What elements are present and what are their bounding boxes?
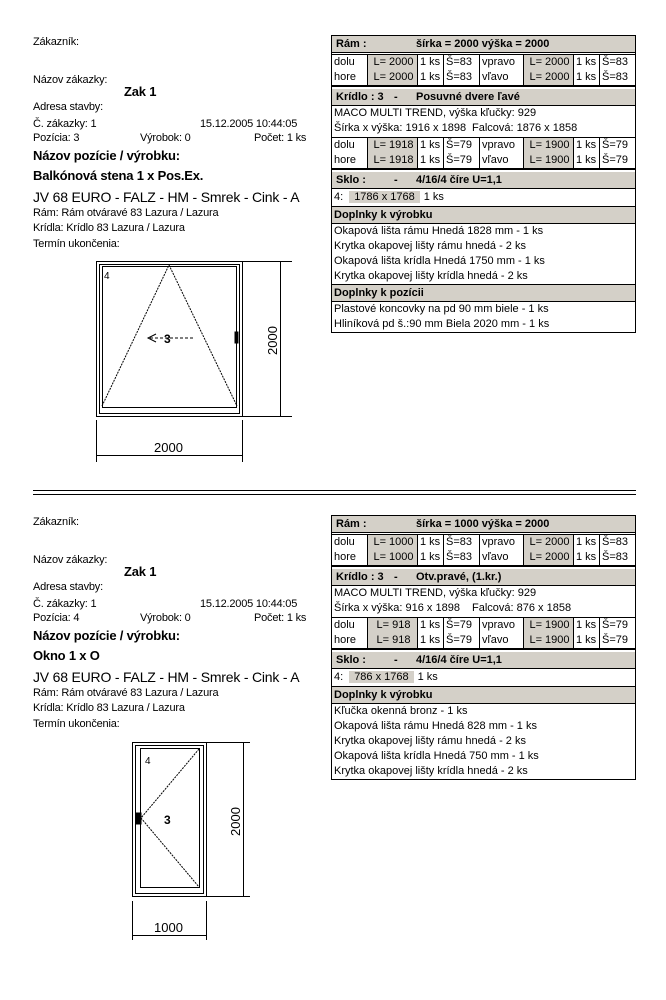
glass-number: 4: [334,191,344,203]
sash-label: Krídlo : 3 [336,571,384,583]
order-name-label: Názov zákazky: [33,74,108,86]
height-label: 2000 [228,807,243,836]
glass-number-label: 4 [145,756,151,767]
cell-width: Š=79 [444,153,480,168]
cell-side: vľavo [480,633,524,648]
cell-width: Š=83 [444,535,480,550]
cell-width: Š=83 [602,71,628,83]
frame-dimensions: šírka = 2000 výška = 2000 [416,38,550,50]
position-number: Pozícia: 3 [33,132,80,144]
accessory-list-title: Doplnky k výrobku [332,687,635,704]
sash-size: Šírka x výška: 1916 x 1898 [334,122,467,134]
sash-falc: Falcová: 1876 x 1858 [472,122,578,134]
window-drawing-2 [133,743,251,941]
frame-label: Rám : [336,518,367,530]
cell-side: vpravo [480,55,524,70]
cell-qty: 1 ks [574,618,600,633]
system-description: JV 68 EURO - FALZ - HM - Smrek - Cink - A [33,669,300,685]
accessory-item: Plastové koncovky na pd 90 mm biele - 1 ks [334,303,549,315]
sash-falc: Falcová: 876 x 1858 [472,602,572,614]
cell-length: L= 2000 [368,55,418,70]
cell-length: L= 1900 [524,618,574,633]
accessory-item: Krytka okapovej lišty krídla hnedá - 2 ks [334,765,528,777]
sash-number-label: 3 [164,813,171,827]
accessory-item: Okapová lišta krídla Hnedá 750 mm - 1 ks [334,750,539,762]
frame-description: Rám: Rám otváravé 83 Lazura / Lazura [33,207,219,219]
deadline-label: Termín ukončenia: [33,238,120,250]
sash-hardware: MACO MULTI TREND, výška kľučky: 929 [334,587,537,599]
height-label: 2000 [265,326,280,355]
cell-width: Š=83 [602,536,628,548]
sash-separator: - [394,91,398,103]
cell-length: L= 2000 [524,55,574,70]
glass-separator: - [394,174,398,186]
cell-length: L= 1000 [368,550,418,565]
cell-side: vľavo [480,70,524,85]
glass-label: Sklo : [336,654,366,666]
glass-label: Sklo : [336,174,366,186]
cell-width: Š=79 [602,634,628,646]
cell-width: Š=83 [444,550,480,565]
cell-width: Š=83 [602,56,628,68]
cell-length: L= 1900 [524,633,574,648]
cell-qty: 1 ks [418,633,444,648]
position-name-label: Názov pozície / výrobku: [33,628,180,643]
count: Počet: 1 ks [254,132,307,144]
cell-side: vpravo [480,535,524,550]
accessory-item: Kľučka okenná bronz - 1 ks [334,705,468,717]
cell-qty: 1 ks [574,633,600,648]
cell-qty: 1 ks [418,618,444,633]
glass-type: 4/16/4 číre U=1,1 [416,654,502,666]
handle-icon [235,332,238,343]
glass-type: 4/16/4 číre U=1,1 [416,174,502,186]
accessory-item: Okapová lišta rámu Hnedá 1828 mm - 1 ks [334,225,544,237]
cell-qty: 1 ks [574,535,600,550]
position-name-label: Názov pozície / výrobku: [33,148,180,163]
order-number: Č. zákazky: 1 [33,598,97,610]
sash-hardware: MACO MULTI TREND, výška kľučky: 929 [334,107,537,119]
product-number: Výrobok: 0 [140,132,191,144]
handle-icon [136,813,141,824]
frame-label: Rám : [336,38,367,50]
cell-qty: 1 ks [418,55,444,70]
cell-qty: 1 ks [574,153,600,168]
cell-side: vpravo [480,618,524,633]
accessory-item: Okapová lišta rámu Hnedá 828 mm - 1 ks [334,720,537,732]
sash-number-label: 3 [164,332,171,346]
sash-description: Krídla: Krídlo 83 Lazura / Lazura [33,702,185,714]
cell-qty: 1 ks [418,550,444,565]
accessory-item: Krytka okapovej lišty rámu hnedá - 2 ks [334,735,526,747]
cell-width: Š=83 [444,55,480,70]
frame-description: Rám: Rám otváravé 83 Lazura / Lazura [33,687,219,699]
cell-qty: 1 ks [574,138,600,153]
cell-length: L= 2000 [524,70,574,85]
customer-label: Zákazník: [33,36,79,48]
cell-qty: 1 ks [574,550,600,565]
accessory-item: Okapová lišta krídla Hnedá 1750 mm - 1 ks [334,255,545,267]
order-name: Zak 1 [124,84,157,99]
cell-side: vľavo [480,550,524,565]
cell-qty: 1 ks [574,55,600,70]
cell-side: hore [332,70,368,85]
order-number: Č. zákazky: 1 [33,118,97,130]
glass-qty: 1 ks [417,671,438,683]
site-address-label: Adresa stavby: [33,101,103,113]
accessory-list-title: Doplnky k výrobku [332,207,635,224]
cell-width: Š=79 [444,633,480,648]
customer-label: Zákazník: [33,516,79,528]
glass-size: 786 x 1768 [349,671,413,683]
sash-type: Posuvné dvere ľavé [416,91,520,103]
accessory-list-title: Doplnky k pozícii [332,285,635,302]
cell-width: Š=79 [602,619,628,631]
order-name-label: Názov zákazky: [33,554,108,566]
cell-side: hore [332,550,368,565]
sash-label: Krídlo : 3 [336,91,384,103]
accessory-item: Krytka okapovej lišty krídla hnedá - 2 ks [334,270,528,282]
cell-length: L= 1900 [524,138,574,153]
cell-side: dolu [332,138,368,153]
cell-length: L= 1918 [368,153,418,168]
cell-side: dolu [332,535,368,550]
datetime: 15.12.2005 10:44:05 [200,598,298,610]
count: Počet: 1 ks [254,612,307,624]
cell-side: dolu [332,618,368,633]
position-name: Okno 1 x O [33,648,100,663]
cell-qty: 1 ks [418,153,444,168]
width-label: 2000 [154,440,183,455]
glass-qty: 1 ks [423,191,444,203]
glass-number: 4: [334,671,344,683]
cell-qty: 1 ks [418,70,444,85]
cell-length: L= 2000 [524,535,574,550]
sash-type: Otv.pravé, (1.kr.) [416,571,502,583]
cell-width: Š=79 [602,139,628,151]
accessory-item: Hliníková pd š.:90 mm Biela 2020 mm - 1 ks [334,318,550,330]
sash-description: Krídla: Krídlo 83 Lazura / Lazura [33,222,185,234]
cell-qty: 1 ks [418,535,444,550]
cell-length: L= 1900 [524,153,574,168]
sash-size: Šírka x výška: 916 x 1898 [334,602,460,614]
deadline-label: Termín ukončenia: [33,718,120,730]
cell-side: hore [332,633,368,648]
sash-separator: - [394,571,398,583]
cell-length: L= 2000 [368,70,418,85]
cell-width: Š=83 [602,551,628,563]
glass-separator: - [394,654,398,666]
cell-side: vpravo [480,138,524,153]
order-name: Zak 1 [124,564,157,579]
cell-qty: 1 ks [574,70,600,85]
accessory-item: Krytka okapovej lišty rámu hnedá - 2 ks [334,240,526,252]
glass-number-label: 4 [104,271,110,282]
cell-length: L= 918 [368,618,418,633]
cell-side: hore [332,153,368,168]
width-label: 1000 [154,920,183,935]
cell-length: L= 1000 [368,535,418,550]
cell-width: Š=79 [444,138,480,153]
position-number: Pozícia: 4 [33,612,80,624]
site-address-label: Adresa stavby: [33,581,103,593]
cell-width: Š=79 [444,618,480,633]
cell-width: Š=83 [444,70,480,85]
cell-width: Š=79 [602,154,628,166]
glass-size: 1786 x 1768 [349,191,420,203]
window-drawing-1 [97,262,293,463]
cell-length: L= 2000 [524,550,574,565]
position-name: Balkónová stena 1 x Pos.Ex. [33,168,204,183]
cell-length: L= 918 [368,633,418,648]
cell-qty: 1 ks [418,138,444,153]
product-number: Výrobok: 0 [140,612,191,624]
system-description: JV 68 EURO - FALZ - HM - Smrek - Cink - A [33,189,300,205]
cell-side: vľavo [480,153,524,168]
datetime: 15.12.2005 10:44:05 [200,118,298,130]
cell-length: L= 1918 [368,138,418,153]
frame-dimensions: šírka = 1000 výška = 2000 [416,518,550,530]
cell-side: dolu [332,55,368,70]
